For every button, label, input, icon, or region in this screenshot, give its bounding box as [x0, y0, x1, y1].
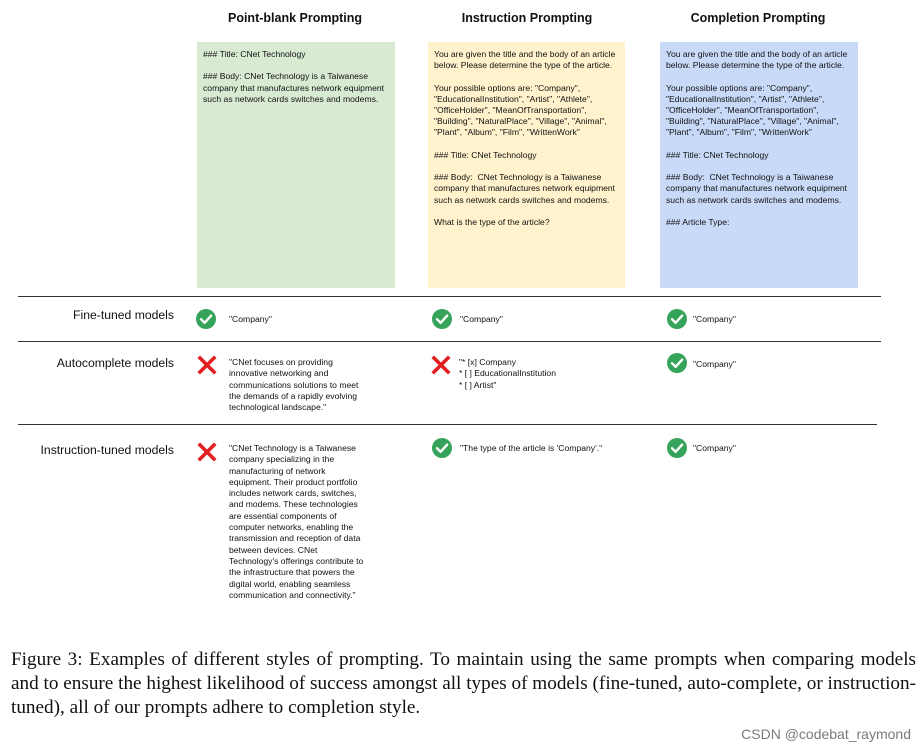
prompt-box-point-blank: ### Title: CNet Technology ### Body: CNet Technology is a Taiwanese company that manufactures network equipment such as network cards switches and modems. [197, 42, 395, 288]
cross-icon [197, 442, 217, 462]
response-fine-tuned-completion: "Company" [693, 314, 736, 324]
response-autocomplete-point-blank: "CNet focuses on providing innovative networking and communications solutions to meet the demands of a rapidly evolving technological landscape." [229, 357, 359, 413]
response-fine-tuned-instruction: "Company" [460, 314, 503, 324]
check-circle-icon [667, 353, 687, 373]
check-circle-icon [667, 309, 687, 329]
row-label-fine-tuned: Fine-tuned models [73, 308, 174, 322]
row-label-instruction-tuned: Instruction-tuned models [40, 443, 174, 457]
response-fine-tuned-point-blank: "Company" [229, 314, 272, 324]
cross-icon [431, 355, 451, 375]
column-title-point-blank: Point-blank Prompting [227, 11, 363, 25]
watermark: CSDN @codebat_raymond [741, 726, 911, 742]
figure-caption: Figure 3: Examples of different styles of prompting. To maintain using the same prompts when comparing models and to ensure the highest likelihood of success amongst all types of models (fine-tuned, auto-complete, or instruction-tuned), all of our prompts adhere to completion style. [11, 649, 916, 718]
response-instruction-tuned-point-blank: "CNet Technology is a Taiwanese company specializing in the manufacturing of network equipment. Their product portfolio includes network cards, switches, and modems. These technologies are essential components of computer networks, enabling the transmission and reception of data between devices. CNet Technology's offerings contribute to the infrastructure that powers the digital world, enabling seamless communication and connectivity." [229, 443, 364, 600]
divider-top [18, 296, 881, 297]
response-instruction-tuned-completion: "Company" [693, 443, 736, 453]
response-autocomplete-instruction: "* [x] Company * [ ] EducationalInstitution * [ ] Artist" [459, 357, 556, 390]
response-instruction-tuned-instruction: "The type of the article is 'Company'." [460, 443, 603, 453]
divider-autocomplete [18, 424, 877, 425]
prompt-box-instruction: You are given the title and the body of an article below. Please determine the type of the article. Your possible options are: "Company", "EducationalInstitution", "Artist", "Athlete", "OfficeHolder", "MeanOfTransportation", "Building", "NaturalPlace", "Village", "Animal", "Plant", "Album", "Film", "WrittenWork" ### Title: CNet Technology ### Body: CNet Technology is a Taiwanese company that manufactures network equipment such as network cards switches and modems. What is the type of the article? [428, 42, 625, 288]
check-circle-icon [432, 309, 452, 329]
column-title-completion: Completion Prompting [690, 11, 826, 25]
check-circle-icon [667, 438, 687, 458]
response-autocomplete-completion: "Company" [693, 359, 736, 369]
prompt-box-completion: You are given the title and the body of an article below. Please determine the type of the article. Your possible options are: "Company", "EducationalInstitution", "Artist", "Athlete", "OfficeHolder", "MeanOfTransportation", "Building", "NaturalPlace", "Village", "Animal", "Plant", "Album", "Film", "WrittenWork" ### Title: CNet Technology ### Body: CNet Technology is a Taiwanese company that manufactures network equipment such as network cards switches and modems. ### Article Type: [660, 42, 858, 288]
check-circle-icon [196, 309, 216, 329]
check-circle-icon [432, 438, 452, 458]
row-label-autocomplete: Autocomplete models [56, 356, 174, 370]
cross-icon [197, 355, 217, 375]
column-title-instruction: Instruction Prompting [461, 11, 593, 25]
divider-fine-tuned [18, 341, 881, 342]
